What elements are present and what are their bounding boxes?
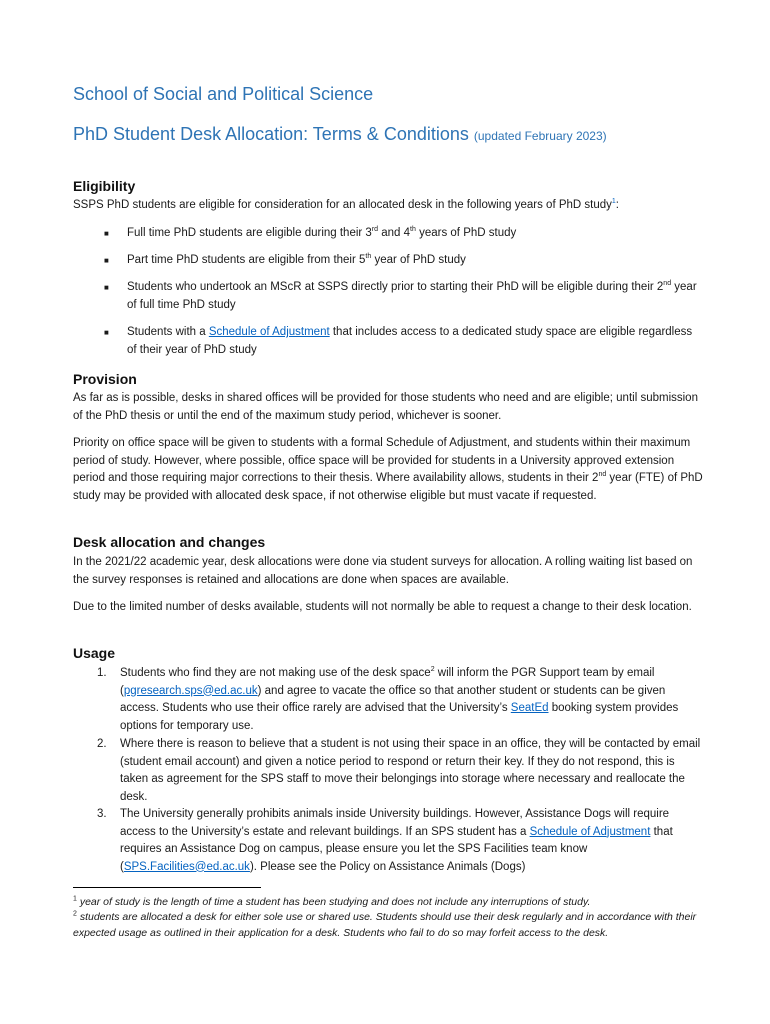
- provision-heading: Provision: [73, 371, 137, 387]
- bullet-icon: ■: [104, 256, 109, 265]
- provision-paragraph-1: As far as is possible, desks in shared offices will be provided for those students who need and are eligible; until submission of the PhD thesis or until the end of the maximum study period, whichever is sooner.: [73, 392, 698, 422]
- usage-item-1: Students who find they are not making use of the desk space$^2$ will inform the PGR Support team by email (pgresearch.sps@ed.ac.uk) and agree to vacate the office so that another student or students can be given access. Students who use their office rarely are advised that the University’s SeatEd booking system provides options for temporary use.: [120, 666, 679, 732]
- footnote-ref-2[interactable]: 2: [430, 666, 435, 674]
- page-title-text: PhD Student Desk Allocation: Terms & Conditions: [73, 124, 469, 144]
- bullet-icon: ■: [104, 283, 109, 292]
- desk-allocation-heading: Desk allocation and changes: [73, 534, 266, 550]
- eligibility-item-mscr: Students who undertook an MScR at SSPS directly prior to starting their PhD will be eligible during their 2nd year of full time PhD study: [127, 280, 697, 311]
- updated-note: (updated February 2023): [473, 129, 607, 143]
- usage-heading: Usage: [73, 645, 116, 661]
- eligibility-item-full-time: Full time PhD students are eligible during their 3rd and 4th years of PhD study: [127, 226, 517, 239]
- list-number: 1.: [97, 667, 107, 679]
- school-title: School of Social and Political Science: [73, 84, 374, 104]
- schedule-of-adjustment-link[interactable]: Schedule of Adjustment: [208, 326, 330, 338]
- footnote-divider: [73, 887, 261, 888]
- sps-facilities-email-link[interactable]: SPS.Facilities@ed.ac.uk: [123, 860, 250, 873]
- provision-paragraph-2: Priority on office space will be given to students with a formal Schedule of Adjustment, and students within their maximum period of study. However, where possible, office space will be provided for students in a University approved extension period and those requiring major corrections to their thesis. Where availability allows, students in their 2nd year (FTE) of PhD study may be provided with allocated desk space, if not otherwise eligible but must vacate if requested.: [73, 437, 703, 502]
- eligibility-heading: Eligibility: [73, 178, 136, 194]
- footnote-ref-1[interactable]: 1: [611, 198, 616, 206]
- bullet-icon: ■: [104, 328, 109, 337]
- list-number: 3.: [97, 808, 107, 820]
- bullet-icon: ■: [104, 229, 109, 238]
- usage-item-2: Where there is reason to believe that a student is not using their space in an office, they will be contacted by email (student email account) and given a notice period to respond or return their key. If they do not respond, this is taken as agreement for the SPS staff to move their belongings into storage where necessary and reallocate the desk.: [120, 738, 701, 803]
- list-number: 2.: [97, 738, 107, 750]
- footnote-2: $^2$ students are allocated a desk for either sole use or shared use. Students should use their desk regularly and in accordance with their expected usage as outlined in their application for a desk. Students who fail to do so may forfeit access to the desk.: [73, 910, 697, 939]
- footnote-1: $^1$ year of study is the length of time a student has been studying and does not include any interruptions of study.: [73, 895, 591, 908]
- desk-allocation-paragraph-1: In the 2021/22 academic year, desk allocations were done via student surveys for allocation. A rolling waiting list based on the survey responses is retained and allocations are done when spaces are available.: [73, 556, 693, 586]
- desk-allocation-paragraph-2: Due to the limited number of desks available, students will not normally be able to request a change to their desk location.: [73, 601, 692, 613]
- pgresearch-email-link[interactable]: pgresearch.sps@ed.ac.uk: [123, 684, 258, 697]
- eligibility-item-adjustment: Students with a Schedule of Adjustment that includes access to a dedicated study space are eligible regardless of their year of PhD study: [127, 326, 693, 356]
- seated-link[interactable]: SeatEd: [510, 702, 549, 714]
- usage-item-3: The University generally prohibits animals inside University buildings. However, Assistance Dogs will require access to the University’s estate and relevant buildings. If an SPS student has a Schedule of Adjustment that requires an Assistance Dog on campus, please ensure you let the SPS Facilities team know (SPS.Facilities@ed.ac.uk). Please see the Policy on Assistance Animals (Dogs): [120, 808, 673, 873]
- page-title: [73, 124, 607, 145]
- eligibility-intro: SSPS PhD students are eligible for consideration for an allocated desk in the following years of PhD study$^1$:: [73, 198, 619, 211]
- eligibility-item-part-time: Part time PhD students are eligible from their 5th year of PhD study: [127, 253, 466, 266]
- schedule-of-adjustment-link-2[interactable]: Schedule of Adjustment: [529, 825, 651, 838]
